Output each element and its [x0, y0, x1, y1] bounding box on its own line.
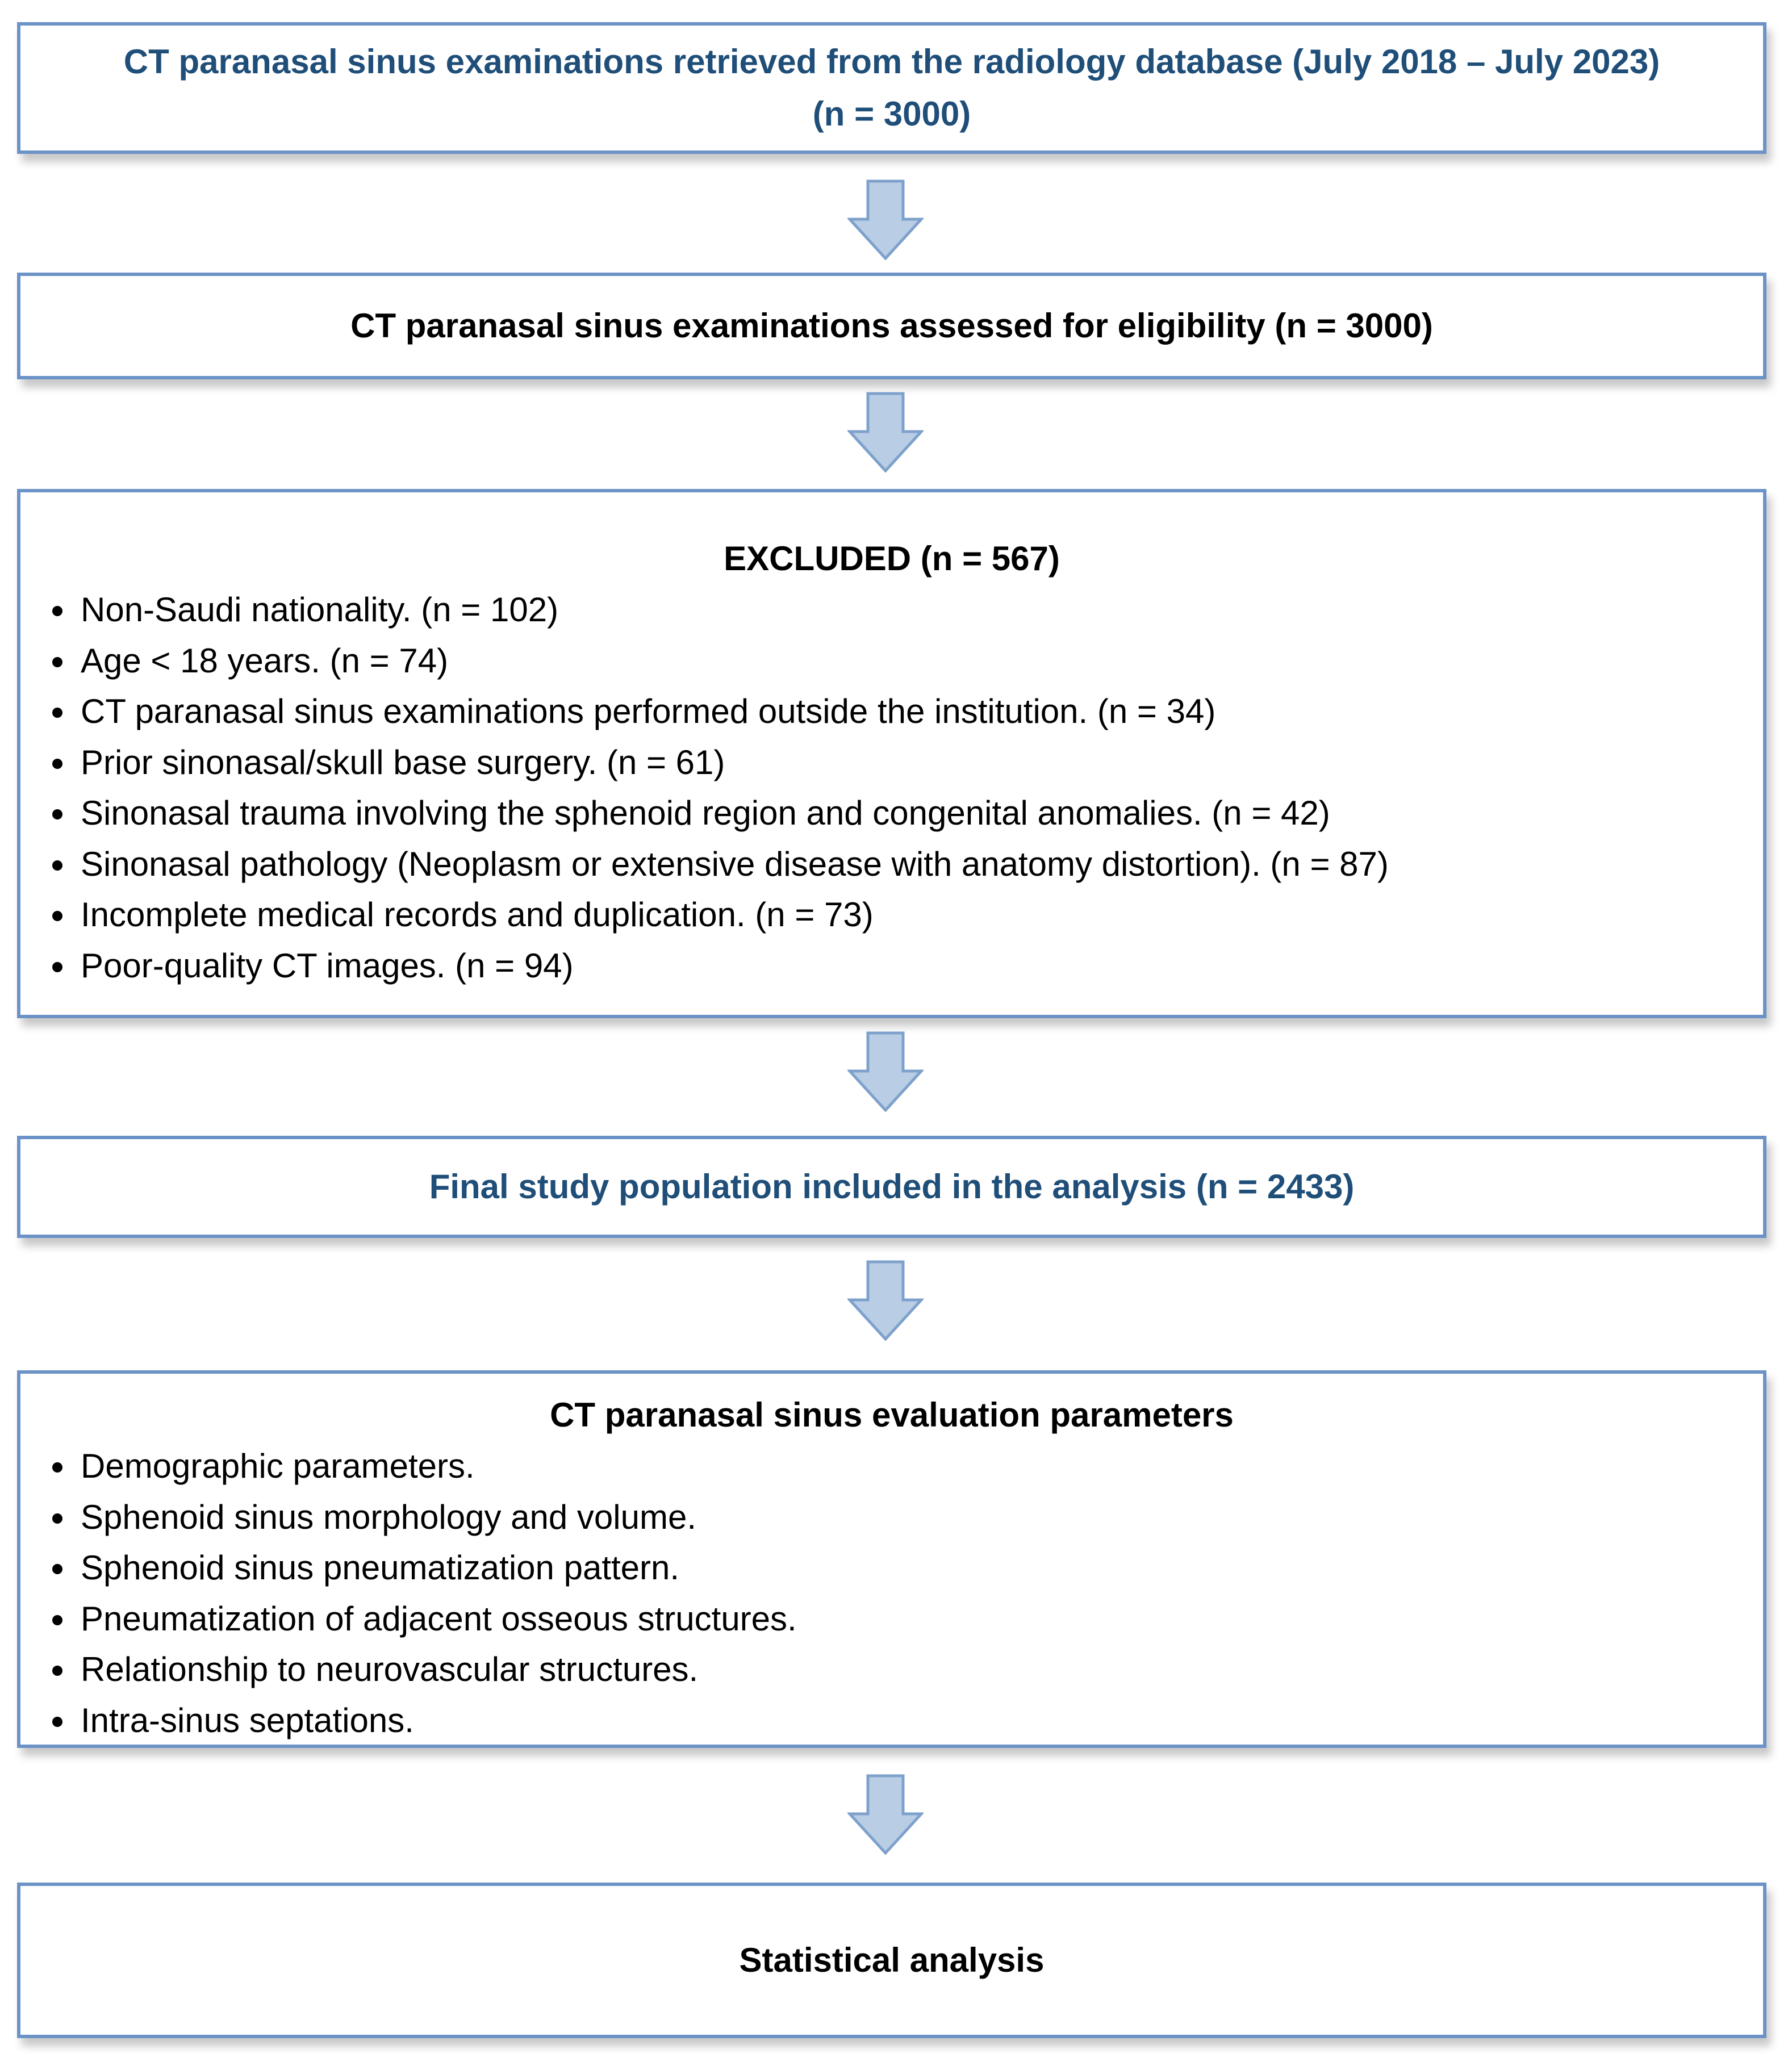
list-item: Sinonasal trauma involving the sphenoid region and congenital anomalies. (n = 42): [52, 788, 1763, 839]
list-item: Sphenoid sinus morphology and volume.: [52, 1492, 1763, 1543]
statistical-analysis-title: Statistical analysis: [739, 1941, 1045, 1979]
retrieved-box: [17, 22, 1766, 154]
list-item: Sphenoid sinus pneumatization pattern.: [52, 1542, 1763, 1593]
list-item: Prior sinonasal/skull base surgery. (n = 61): [52, 737, 1763, 788]
final-population-box: [17, 1136, 1766, 1238]
list-item: Non-Saudi nationality. (n = 102): [52, 584, 1763, 635]
down-arrow-icon: [847, 1260, 924, 1341]
list-item: Poor-quality CT images. (n = 94): [52, 940, 1763, 992]
list-item: Incomplete medical records and duplication. (n = 73): [52, 889, 1763, 940]
retrieved-title-line1: CT paranasal sinus examinations retrieved from the radiology database (July 2018 – July 2023): [123, 43, 1660, 81]
list-item: Demographic parameters.: [52, 1441, 1763, 1492]
list-item: Sinonasal pathology (Neoplasm or extensive disease with anatomy distortion). (n = 87): [52, 839, 1763, 890]
excluded-box: [17, 489, 1766, 1018]
exclusion-list: [20, 584, 1763, 991]
statistical-analysis-box: [17, 1883, 1766, 2038]
assessed-title: CT paranasal sinus examinations assessed for eligibility (n = 3000): [350, 307, 1433, 345]
down-arrow-icon: [847, 1774, 924, 1855]
list-item: Relationship to neurovascular structures.: [52, 1644, 1763, 1695]
list-item: Intra-sinus septations.: [52, 1695, 1763, 1746]
list-item: Age < 18 years. (n = 74): [52, 635, 1763, 687]
assessed-box: [17, 273, 1766, 379]
parameters-title: CT paranasal sinus evaluation parameters: [550, 1396, 1234, 1434]
list-item: CT paranasal sinus examinations performed outside the institution. (n = 34): [52, 686, 1763, 737]
parameters-box: [17, 1370, 1766, 1748]
excluded-title: EXCLUDED (n = 567): [724, 539, 1060, 578]
down-arrow-icon: [847, 1031, 924, 1112]
down-arrow-icon: [847, 392, 924, 472]
down-arrow-icon: [847, 179, 924, 260]
list-item: Pneumatization of adjacent osseous structures.: [52, 1593, 1763, 1645]
final-population-title: Final study population included in the analysis (n = 2433): [429, 1168, 1355, 1206]
parameters-list: [20, 1441, 1763, 1746]
retrieved-title-line2: (n = 3000): [812, 95, 971, 133]
